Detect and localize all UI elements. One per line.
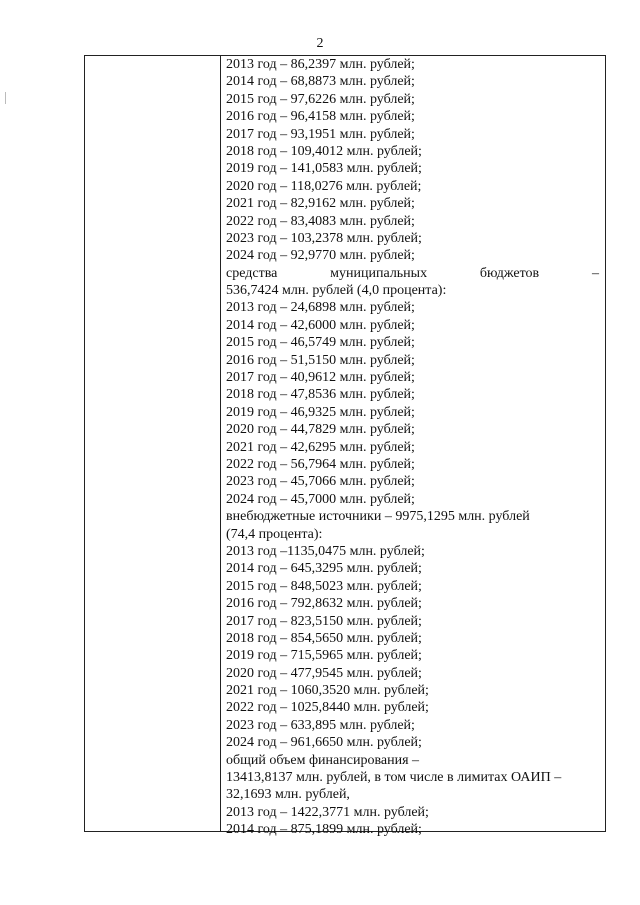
text-line: 2020 год – 44,7829 млн. рублей;: [226, 422, 415, 438]
text-line: 2023 год – 633,895 млн. рублей;: [226, 717, 415, 733]
financing-text-cell: [226, 56, 599, 839]
text-line: 2015 год – 97,6226 млн. рублей;: [226, 91, 415, 107]
financing-table: [84, 55, 606, 838]
municipal-and-extrabudget-years: [226, 282, 599, 839]
text-line: 2020 год – 477,9545 млн. рублей;: [226, 665, 422, 681]
text-line: 2018 год – 854,5650 млн. рублей;: [226, 630, 422, 646]
regional-budget-years: [226, 56, 599, 265]
text-line: 2021 год – 42,6295 млн. рублей;: [226, 439, 415, 455]
text-line: внебюджетные источники – 9975,1295 млн. рублей: [226, 509, 530, 525]
text-line: 2013 год – 86,2397 млн. рублей;: [226, 57, 415, 72]
text-line: общий объем финансирования –: [226, 752, 420, 768]
text-line: 2016 год – 96,4158 млн. рублей;: [226, 109, 415, 125]
text-line: 2019 год – 715,5965 млн. рублей;: [226, 648, 422, 664]
text-line: 2024 год – 92,9770 млн. рублей;: [226, 248, 415, 264]
text-line: 2015 год – 46,5749 млн. рублей;: [226, 335, 415, 351]
text-line: 2024 год – 45,7000 млн. рублей;: [226, 491, 415, 507]
text-line: 2021 год – 1060,3520 млн. рублей;: [226, 683, 429, 699]
text-line: 2018 год – 109,4012 млн. рублей;: [226, 143, 422, 159]
text-line: 2019 год – 141,0583 млн. рублей;: [226, 161, 422, 177]
text-line: 2023 год – 103,2378 млн. рублей;: [226, 230, 422, 246]
text-line: 2014 год – 42,6000 млн. рублей;: [226, 317, 415, 333]
text-line: 2019 год – 46,9325 млн. рублей;: [226, 404, 415, 420]
text-line: 2022 год – 83,4083 млн. рублей;: [226, 213, 415, 229]
text-line: 13413,8137 млн. рублей, в том числе в лимитах ОАИП –: [226, 770, 562, 786]
heading-word: муниципальных: [330, 265, 428, 281]
heading-word: –: [591, 265, 599, 281]
text-line: 2017 год – 40,9612 млн. рублей;: [226, 370, 415, 386]
column-divider: [220, 55, 221, 832]
text-line: 2023 год – 45,7066 млн. рублей;: [226, 474, 415, 490]
text-line: 2014 год – 645,3295 млн. рублей;: [226, 561, 422, 577]
text-line: 2021 год – 82,9162 млн. рублей;: [226, 196, 415, 212]
heading-word: бюджетов: [479, 265, 540, 281]
margin-mark: [5, 92, 6, 104]
text-line: (74,4 процента):: [226, 526, 323, 542]
municipal-budget-heading: [226, 265, 599, 282]
text-line: 2016 год – 51,5150 млн. рублей;: [226, 352, 415, 368]
text-line: 32,1693 млн. рублей,: [226, 787, 350, 803]
text-line: 2015 год – 848,5023 млн. рублей;: [226, 578, 422, 594]
text-line: 2018 год – 47,8536 млн. рублей;: [226, 387, 415, 403]
text-line: 2013 год – 24,6898 млн. рублей;: [226, 300, 415, 316]
page-number: 2: [316, 36, 324, 51]
text-line: 2013 год –1135,0475 млн. рублей;: [226, 543, 425, 559]
heading-word: средства: [226, 265, 278, 281]
text-line: 2017 год – 93,1951 млн. рублей;: [226, 126, 415, 142]
text-line: 2016 год – 792,8632 млн. рублей;: [226, 596, 422, 612]
text-line: 2022 год – 1025,8440 млн. рублей;: [226, 700, 429, 716]
text-line: 2020 год – 118,0276 млн. рублей;: [226, 178, 422, 194]
text-line: 536,7424 млн. рублей (4,0 процента):: [226, 283, 447, 299]
text-line: 2014 год – 68,8873 млн. рублей;: [226, 74, 415, 90]
text-line: 2014 год – 875,1899 млн. рублей;: [226, 822, 422, 838]
text-line: 2017 год – 823,5150 млн. рублей;: [226, 613, 422, 629]
text-line: 2022 год – 56,7964 млн. рублей;: [226, 456, 415, 472]
text-line: 2024 год – 961,6650 млн. рублей;: [226, 735, 422, 751]
text-line: 2013 год – 1422,3771 млн. рублей;: [226, 804, 429, 820]
